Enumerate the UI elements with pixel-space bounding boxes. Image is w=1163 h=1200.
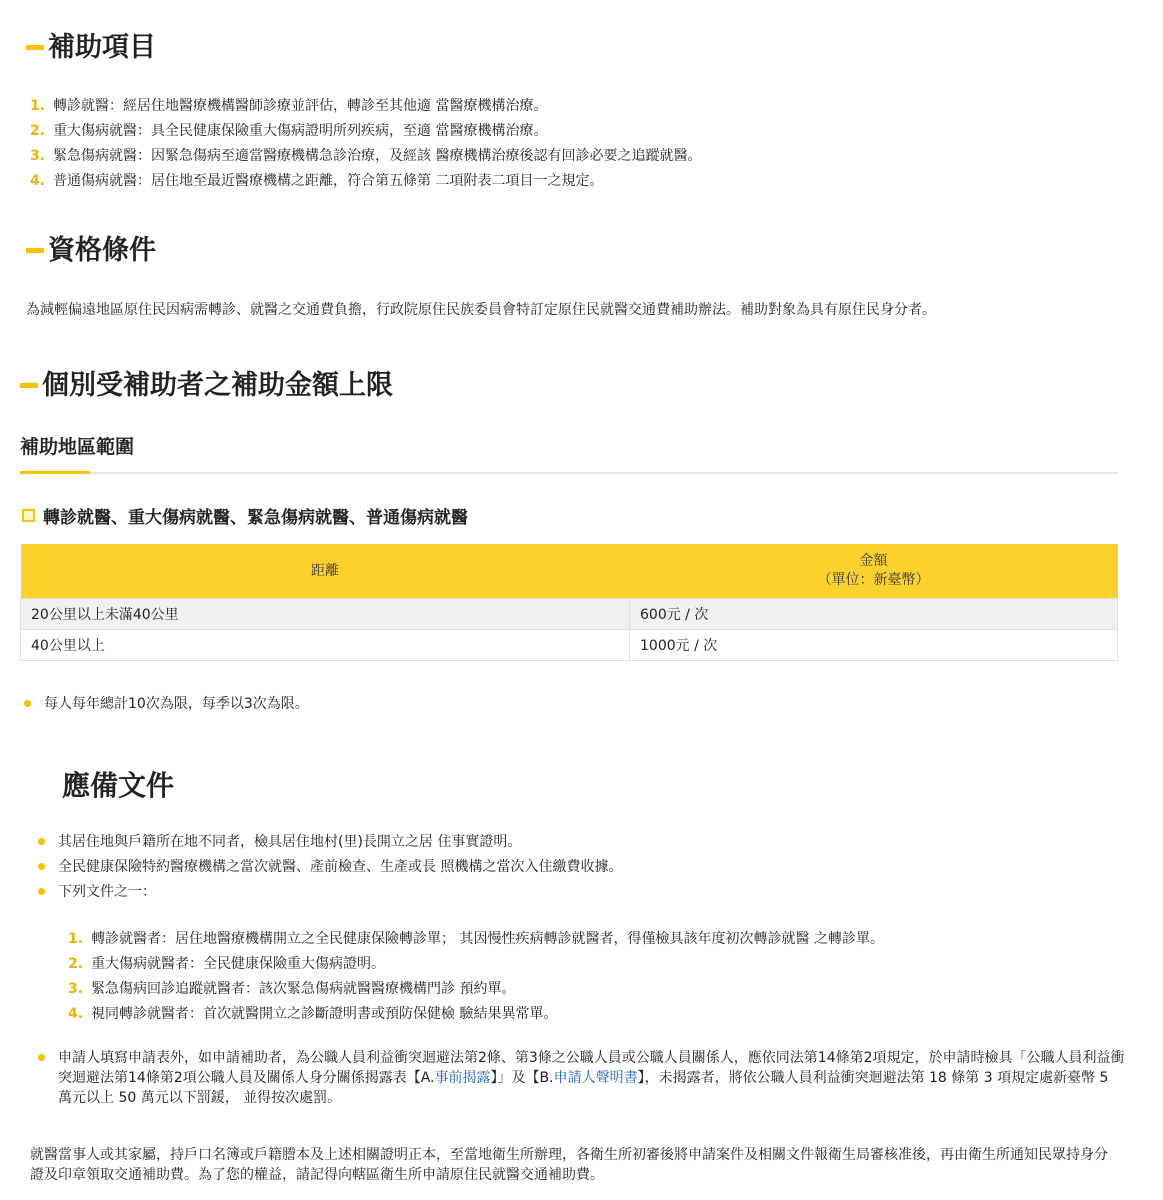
table-row [21, 630, 1118, 661]
list-item: 全民健康保險特約醫療機構之當次就醫、產前檢查、生產或長 照機構之當次入住繳費收據。 [36, 857, 1126, 877]
list-item: 4. 視同轉診就醫者：首次就醫開立之診斷證明書或預防保健檢 驗結果異常單。 [68, 1006, 558, 1022]
subsidy-region-heading: 補助地區範圍 [20, 432, 1118, 474]
subsidy-items-list [30, 94, 702, 194]
list-item: 其居住地與戶籍所在地不同者，檢具居住地村(里)長開立之居 住事實證明。 [36, 832, 1126, 852]
declaration-list [36, 1048, 1126, 1108]
bullet-icon [38, 888, 45, 895]
list-item: 下列文件之一： [36, 882, 1126, 902]
distance-cell: 20公里以上未滿40公里 [21, 599, 630, 630]
bullet-icon [38, 863, 45, 870]
section-title-amount-limit: 個別受補助者之補助金額上限 [20, 372, 393, 399]
list-item: 2. 重大傷病就醫者：全民健康保險重大傷病證明。 [68, 956, 386, 972]
bullet-icon [38, 838, 45, 845]
title-accent-bar [26, 45, 44, 50]
list-item: 每人每年總計10次為限，每季以3次為限。 [22, 694, 309, 714]
amount-table [20, 544, 1118, 661]
list-item: 1. 轉診就醫者：居住地醫療機構開立之全民健康保險轉診單； 其因慢性疾病轉診就醫者，得僅檢具該年度初次轉診就醫 之轉診單。 [68, 931, 884, 947]
header-amount: 金額 （單位：新臺幣） [630, 544, 1118, 599]
title-accent-bar [26, 248, 44, 253]
list-item: 2. 重大傷病就醫：具全民健康保險重大傷病證明所列疾病，至適 當醫療機構治療。 [30, 123, 548, 139]
required-docs-list [36, 832, 1126, 907]
amount-cell: 600元 / 次 [630, 599, 1118, 630]
list-item: 申請人填寫申請表外，如申請補助者，為公職人員利益衝突迴避法第2條、第3條之公職人員或公職人員關係人，應依同法第14條第2項規定，於申請時檢具「公職人員利益衝突迴避法第14條第2項公職人員及關係人身分關係揭露表【A.事前揭露】」及【B.申請人聲明書】，未揭露者，將依公職人員利益衝突迴避法第 18 條第 3 項規定處新臺幣 5 萬元以上 50 萬元以下罰鍰， 並得按次處罰。 [36, 1048, 1126, 1108]
category-heading: 轉診就醫、重大傷病就醫、緊急傷病就醫、普通傷病就醫 [22, 503, 468, 528]
section-title-subsidy-items: 補助項目 [26, 34, 156, 61]
amount-cell: 1000元 / 次 [630, 630, 1118, 661]
list-item: 3. 緊急傷病回診追蹤就醫者：該次緊急傷病就醫醫療機構門診 預約單。 [68, 981, 516, 997]
bullet-icon [38, 1054, 45, 1061]
checkbox-square-icon [22, 509, 35, 522]
table-row [21, 599, 1118, 630]
list-item: 1. 轉診就醫：經居住地醫療機構醫師診療並評估，轉診至其他適 當醫療機構治療。 [30, 98, 548, 114]
list-item: 3. 緊急傷病就醫：因緊急傷病至適當醫療機構急診治療，及經該 醫療機構治療後認有回診必要之追蹤就醫。 [30, 148, 702, 164]
eligibility-text: 為減輕偏遠地區原住民因病需轉診、就醫之交通費負擔，行政院原住民族委員會特訂定原住民就醫交通費補助辦法。補助對象為具有原住民身分者。 [26, 302, 936, 318]
pre-disclosure-link[interactable]: 事前揭露 [434, 1070, 491, 1086]
limit-note-list [22, 694, 309, 714]
list-item: 4. 普通傷病就醫：居住地至最近醫療機構之距離，符合第五條第 二項附表二項目一之規定。 [30, 173, 604, 189]
section-title-required-docs: 應備文件 [62, 769, 175, 802]
section-title-eligibility: 資格條件 [26, 237, 156, 264]
distance-cell: 40公里以上 [21, 630, 630, 661]
title-accent-bar [20, 383, 38, 388]
application-procedure-text: 就醫當事人或其家屬，持戶口名簿或戶籍謄本及上述相關證明正本，至當地衛生所辦理，各衛生所初審後將申請案件及相關文件報衛生局審核准後，再由衛生所通知民眾持身分證及印章領取交通補助費。為了您的權益，請記得向轄區衛生所申請原住民就醫交通補助費。 [30, 1147, 1108, 1183]
bullet-icon [24, 700, 31, 707]
docs-subitems-list [68, 927, 884, 1027]
header-distance: 距離 [21, 544, 630, 599]
heading-underline-accent [20, 471, 90, 474]
applicant-statement-link[interactable]: 申請人聲明書 [553, 1070, 638, 1086]
